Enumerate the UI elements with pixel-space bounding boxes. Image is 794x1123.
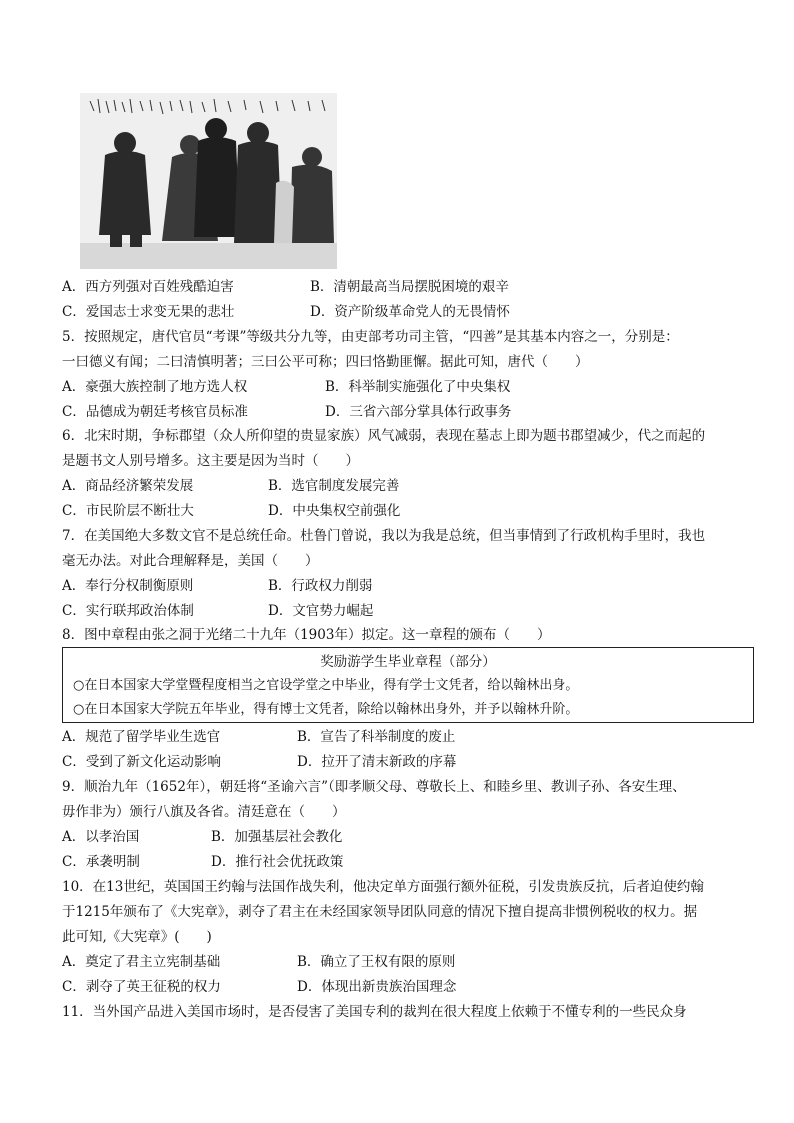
q9-stem-line1: 9．顺治九年（1652年），朝廷将“圣谕六言”（即孝顺父母、尊敬长上、和睦乡里、教训子孙、各安生理、 bbox=[62, 779, 686, 795]
q9-option-c: C．承袭明制 bbox=[62, 854, 140, 870]
q5-stem-line2: 一曰德义有闻；二曰清慎明著；三曰公平可称；四曰恪勤匪懈。据此可知，唐代（ ） bbox=[62, 354, 589, 370]
q7-stem-line2: 毫无办法。对此合理解释是，美国（ ） bbox=[62, 553, 319, 569]
q10-option-b: B．确立了王权有限的原则 bbox=[297, 954, 456, 970]
q9-stem-line2: 毋作非为）颁行八旗及各省。清廷意在（ ） bbox=[62, 804, 346, 820]
q10-stem-line1: 10．在13世纪，英国国王约翰与法国作战失利，他决定单方面强行额外征税，引发贵族反抗，后者迫使约翰 bbox=[62, 879, 704, 895]
q4-option-d: D．资产阶级革命党人的无畏情怀 bbox=[310, 304, 510, 320]
q6-stem-line2: 是题书文人别号增多。这主要是因为当时（ ） bbox=[62, 453, 359, 469]
q11-stem-line1: 11．当外国产品进入美国市场时，是否侵害了美国专利的裁判在很大程度上依赖于不懂专利的一些民众身 bbox=[62, 1004, 687, 1020]
q7-stem-line1: 7．在美国绝大多数文官不是总统任命。杜鲁门曾说，我以为我是总统，但当事情到了行政机构手里时，我也 bbox=[62, 528, 706, 544]
q7-option-b: B．行政权力削弱 bbox=[268, 578, 373, 594]
q5-option-c: C．品德成为朝廷考核官员标准 bbox=[62, 404, 248, 420]
q5-option-a: A．豪强大族控制了地方选人权 bbox=[62, 379, 248, 395]
regulation-table-title: 奖励游学生毕业章程（部分） bbox=[320, 654, 496, 670]
q6-option-b: B．选官制度发展完善 bbox=[268, 478, 400, 494]
q4-option-b: B．清朝最高当局摆脱困境的艰辛 bbox=[310, 279, 509, 295]
q9-option-b: B．加强基层社会教化 bbox=[211, 829, 343, 845]
q5-option-d: D．三省六部分掌具体行政事务 bbox=[325, 404, 512, 420]
q10-stem-line2: 于1215年颁布了《大宪章》，剥夺了君主在未经国家领导团队同意的情况下擅自提高非惯例税收的权力。据 bbox=[62, 904, 698, 920]
q8-option-d: D．拉开了清末新政的序幕 bbox=[297, 754, 457, 770]
q6-stem-line1: 6．北宋时期，争标郡望（众人所仰望的贵显家族）风气减弱，表现在墓志上即为题书郡望减少，代之而起的 bbox=[62, 428, 706, 444]
cartoon-illustration bbox=[80, 93, 337, 269]
q5-stem-line1: 5．按照规定，唐代官员“考课”等级共分九等，由吏部考功司主管，“四善”是其基本内容之一，分别是： bbox=[62, 329, 679, 345]
q4-option-c: C．爱国志士求变无果的悲壮 bbox=[62, 304, 235, 320]
cartoon-image bbox=[80, 93, 337, 269]
q4-option-a: A．西方列强对百姓残酷迫害 bbox=[62, 279, 234, 295]
q8-option-a: A．规范了留学毕业生选官 bbox=[62, 729, 221, 745]
regulation-table-row-1: ○在日本国家大学堂暨程度相当之官设学堂之中毕业，得有学士文凭者，给以翰林出身。 bbox=[73, 678, 579, 693]
q10-stem-line3: 此可知,《大宪章》( ) bbox=[62, 929, 212, 945]
q8-stem: 8．图中章程由张之洞于光绪二十九年（1903年）拟定。这一章程的颁布（ ） bbox=[62, 627, 551, 643]
q8-option-b: B．宣告了科举制度的废止 bbox=[297, 729, 456, 745]
regulation-table bbox=[62, 647, 754, 723]
regulation-table-row-2: ○在日本国家大学院五年毕业，得有博士文凭者，除给以翰林出身外，并予以翰林升阶。 bbox=[73, 702, 579, 717]
q9-option-d: D．推行社会优抚政策 bbox=[211, 854, 344, 870]
q7-option-d: D．文官势力崛起 bbox=[268, 603, 374, 619]
q6-option-c: C．市民阶层不断壮大 bbox=[62, 503, 194, 519]
q6-option-d: D．中央集权空前强化 bbox=[268, 503, 401, 519]
q8-option-c: C．受到了新文化运动影响 bbox=[62, 754, 221, 770]
q6-option-a: A．商品经济繁荣发展 bbox=[62, 478, 194, 494]
q10-option-d: D．体现出新贵族治国理念 bbox=[297, 979, 457, 995]
q9-option-a: A．以孝治国 bbox=[62, 829, 140, 845]
q7-option-a: A．奉行分权制衡原则 bbox=[62, 578, 194, 594]
q7-option-c: C．实行联邦政治体制 bbox=[62, 603, 194, 619]
q10-option-c: C．剥夺了英王征税的权力 bbox=[62, 979, 221, 995]
q5-option-b: B．科举制实施强化了中央集权 bbox=[325, 379, 511, 395]
q10-option-a: A．奠定了君主立宪制基础 bbox=[62, 954, 221, 970]
